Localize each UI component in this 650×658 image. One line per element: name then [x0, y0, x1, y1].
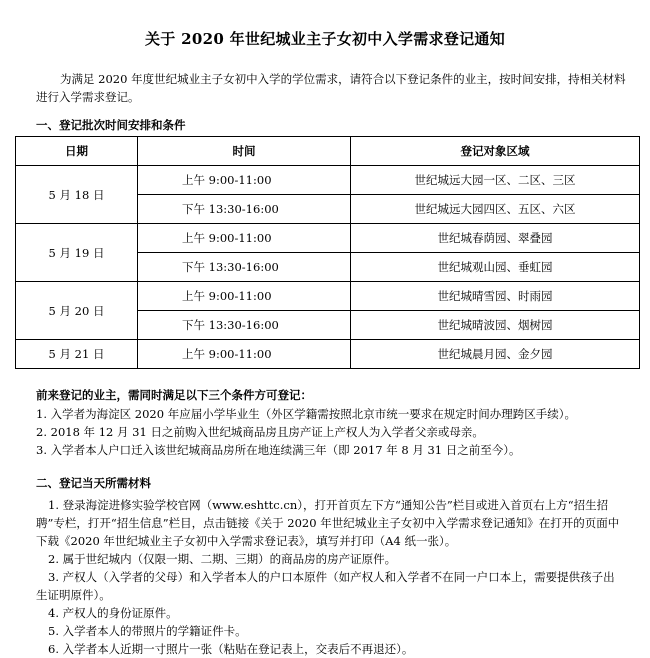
table-row [16, 166, 640, 195]
time-cell: 下午 13:30-16:00 [138, 195, 351, 224]
list-item: 3. 入学者本人户口迁入该世纪城商品房所在地连续满三年（即 2017 年 8 月 31 日之前至今）。 [36, 443, 521, 457]
area-cell: 世纪城观山园、垂虹园 [351, 253, 640, 282]
list-item: 4. 产权人的身份证原件。 [48, 606, 178, 620]
list-item: 6. 入学者本人近期一寸照片一张（粘贴在登记表上，交表后不再退还）。 [48, 642, 414, 656]
time-cell: 上午 9:00-11:00 [138, 340, 351, 369]
area-cell: 世纪城晨月园、金夕园 [351, 340, 640, 369]
section1-heading: 一、登记批次时间安排和条件 [36, 118, 186, 132]
list-item: 3. 产权人（入学者的父母）和入学者本人的户口本原件（如产权人和入学者不在同一户口本上，需要提供孩子出生证明原件）。 [36, 570, 615, 602]
date-cell: 5 月 20 日 [16, 282, 138, 340]
conditions-list [36, 405, 626, 459]
header-time: 时间 [138, 137, 351, 166]
list-item: 2. 属于世纪城内（仅限一期、二期、三期）的商品房的房产证原件。 [48, 552, 397, 566]
area-cell: 世纪城晴雪园、时雨园 [351, 282, 640, 311]
intro-paragraph: 为满足 2020 年度世纪城业主子女初中入学的学位需求，请符合以下登记条件的业主，按时间安排，持相关材料进行入学需求登记。 [36, 72, 626, 104]
page-title: 关于 2020 年世纪城业主子女初中入学需求登记通知 [145, 30, 505, 48]
table-row [16, 340, 640, 369]
materials-list [36, 496, 626, 658]
time-cell: 上午 9:00-11:00 [138, 224, 351, 253]
list-item: 1. 登录海淀进修实验学校官网（www.eshttc.cn），打开首页左下方“通知公告”栏目或进入首页右上方“招生招聘”专栏，打开“招生信息”栏目，点击链接《关于 2020 年世纪城业主子女初中入学需求登记通知》在打开的页面中下载《2020 年世纪城业主子女初中入学需求登记表》，填写并打印（A4 纸一张）。 [36, 498, 620, 548]
area-cell: 世纪城远大园一区、二区、三区 [351, 166, 640, 195]
schedule-table [15, 136, 640, 369]
date-cell: 5 月 18 日 [16, 166, 138, 224]
header-date: 日期 [16, 137, 138, 166]
conditions-title: 前来登记的业主，需同时满足以下三个条件方可登记： [36, 388, 312, 402]
time-cell: 上午 9:00-11:00 [138, 166, 351, 195]
time-cell: 下午 13:30-16:00 [138, 311, 351, 340]
section2-heading: 二、登记当天所需材料 [36, 476, 151, 490]
list-item: 5. 入学者本人的带照片的学籍证件卡。 [48, 624, 247, 638]
area-cell: 世纪城远大园四区、五区、六区 [351, 195, 640, 224]
table-header-row [16, 137, 640, 166]
date-cell: 5 月 19 日 [16, 224, 138, 282]
area-cell: 世纪城春荫园、翠叠园 [351, 224, 640, 253]
time-cell: 上午 9:00-11:00 [138, 282, 351, 311]
list-item: 2. 2018 年 12 月 31 日之前购入世纪城商品房且房产证上产权人为入学者父亲或母亲。 [36, 425, 484, 439]
table-row [16, 224, 640, 253]
date-cell: 5 月 21 日 [16, 340, 138, 369]
area-cell: 世纪城晴波园、烟树园 [351, 311, 640, 340]
list-item: 1. 入学者为海淀区 2020 年应届小学毕业生（外区学籍需按照北京市统一要求在规定时间办理跨区手续）。 [36, 407, 576, 421]
table-row [16, 282, 640, 311]
time-cell: 下午 13:30-16:00 [138, 253, 351, 282]
header-area: 登记对象区域 [351, 137, 640, 166]
